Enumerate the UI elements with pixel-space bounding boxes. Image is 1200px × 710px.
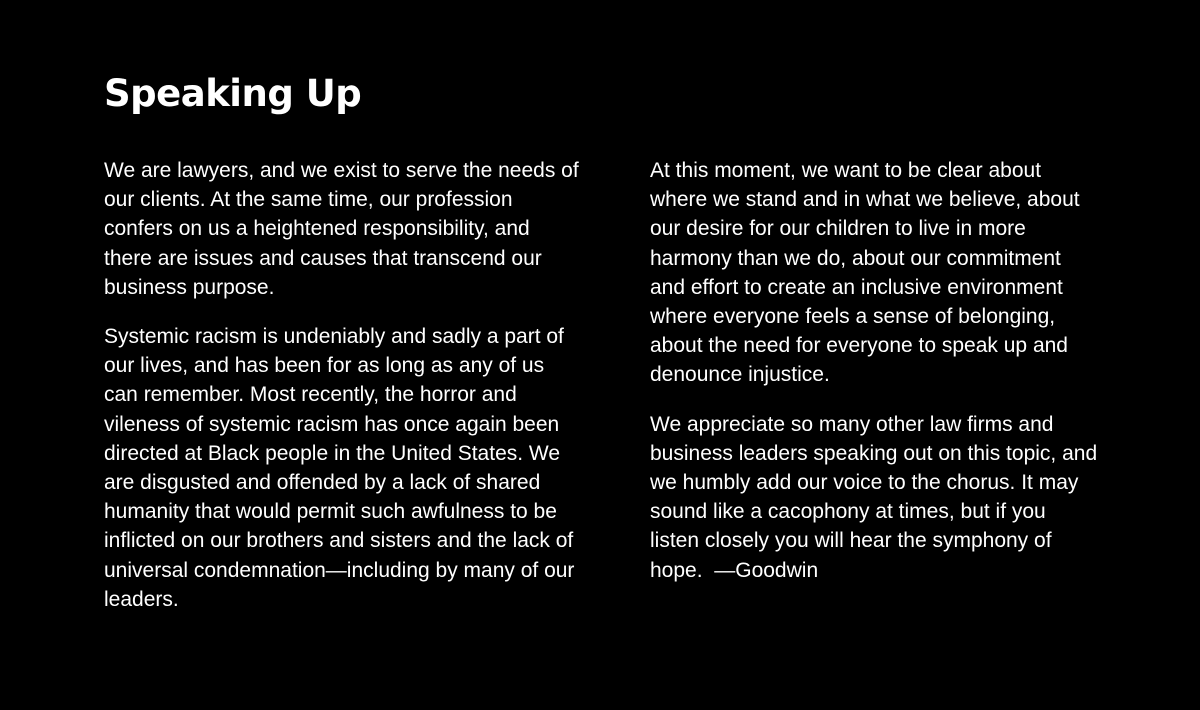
- signature: —Goodwin: [714, 558, 819, 582]
- paragraph-systemic-racism: Systemic racism is undeniably and sadly a part of our lives, and has been for as long as any of us can remember. Most recently, the horror and vileness of systemic racism has once again been directed at Black people in the United States. We are disgusted and offended by a lack of shared humanity that would permit such awfulness to be inflicted on our brothers and sisters and the lack of universal condemnation—including by many of our leaders.: [104, 325, 575, 611]
- left-column: [104, 156, 582, 634]
- paragraph-appreciation-text: We appreciate so many other law firms and business leaders speaking out on this topic, and we humbly add our voice to the chorus. It may sound like a cacophony at times, but if you listen closely you will hear the symphony of hope.: [650, 412, 1098, 582]
- right-column: [650, 156, 1100, 605]
- paragraph-appreciation: [650, 410, 1100, 585]
- paragraph-this-moment: At this moment, we want to be clear about where we stand and in what we believe, about our desire for our children to live in more harmony than we do, about our commitment and effort to create an inclusive environment where everyone feels a sense of belonging, about the need for everyone to speak up and denounce injustice.: [650, 159, 1080, 387]
- paragraph-lawyers: We are lawyers, and we exist to serve the needs of our clients. At the same time, our profession confers on us a heightened responsibility, and there are issues and causes that transcend our business purpose.: [104, 159, 579, 299]
- page-title: Speaking Up: [104, 72, 362, 115]
